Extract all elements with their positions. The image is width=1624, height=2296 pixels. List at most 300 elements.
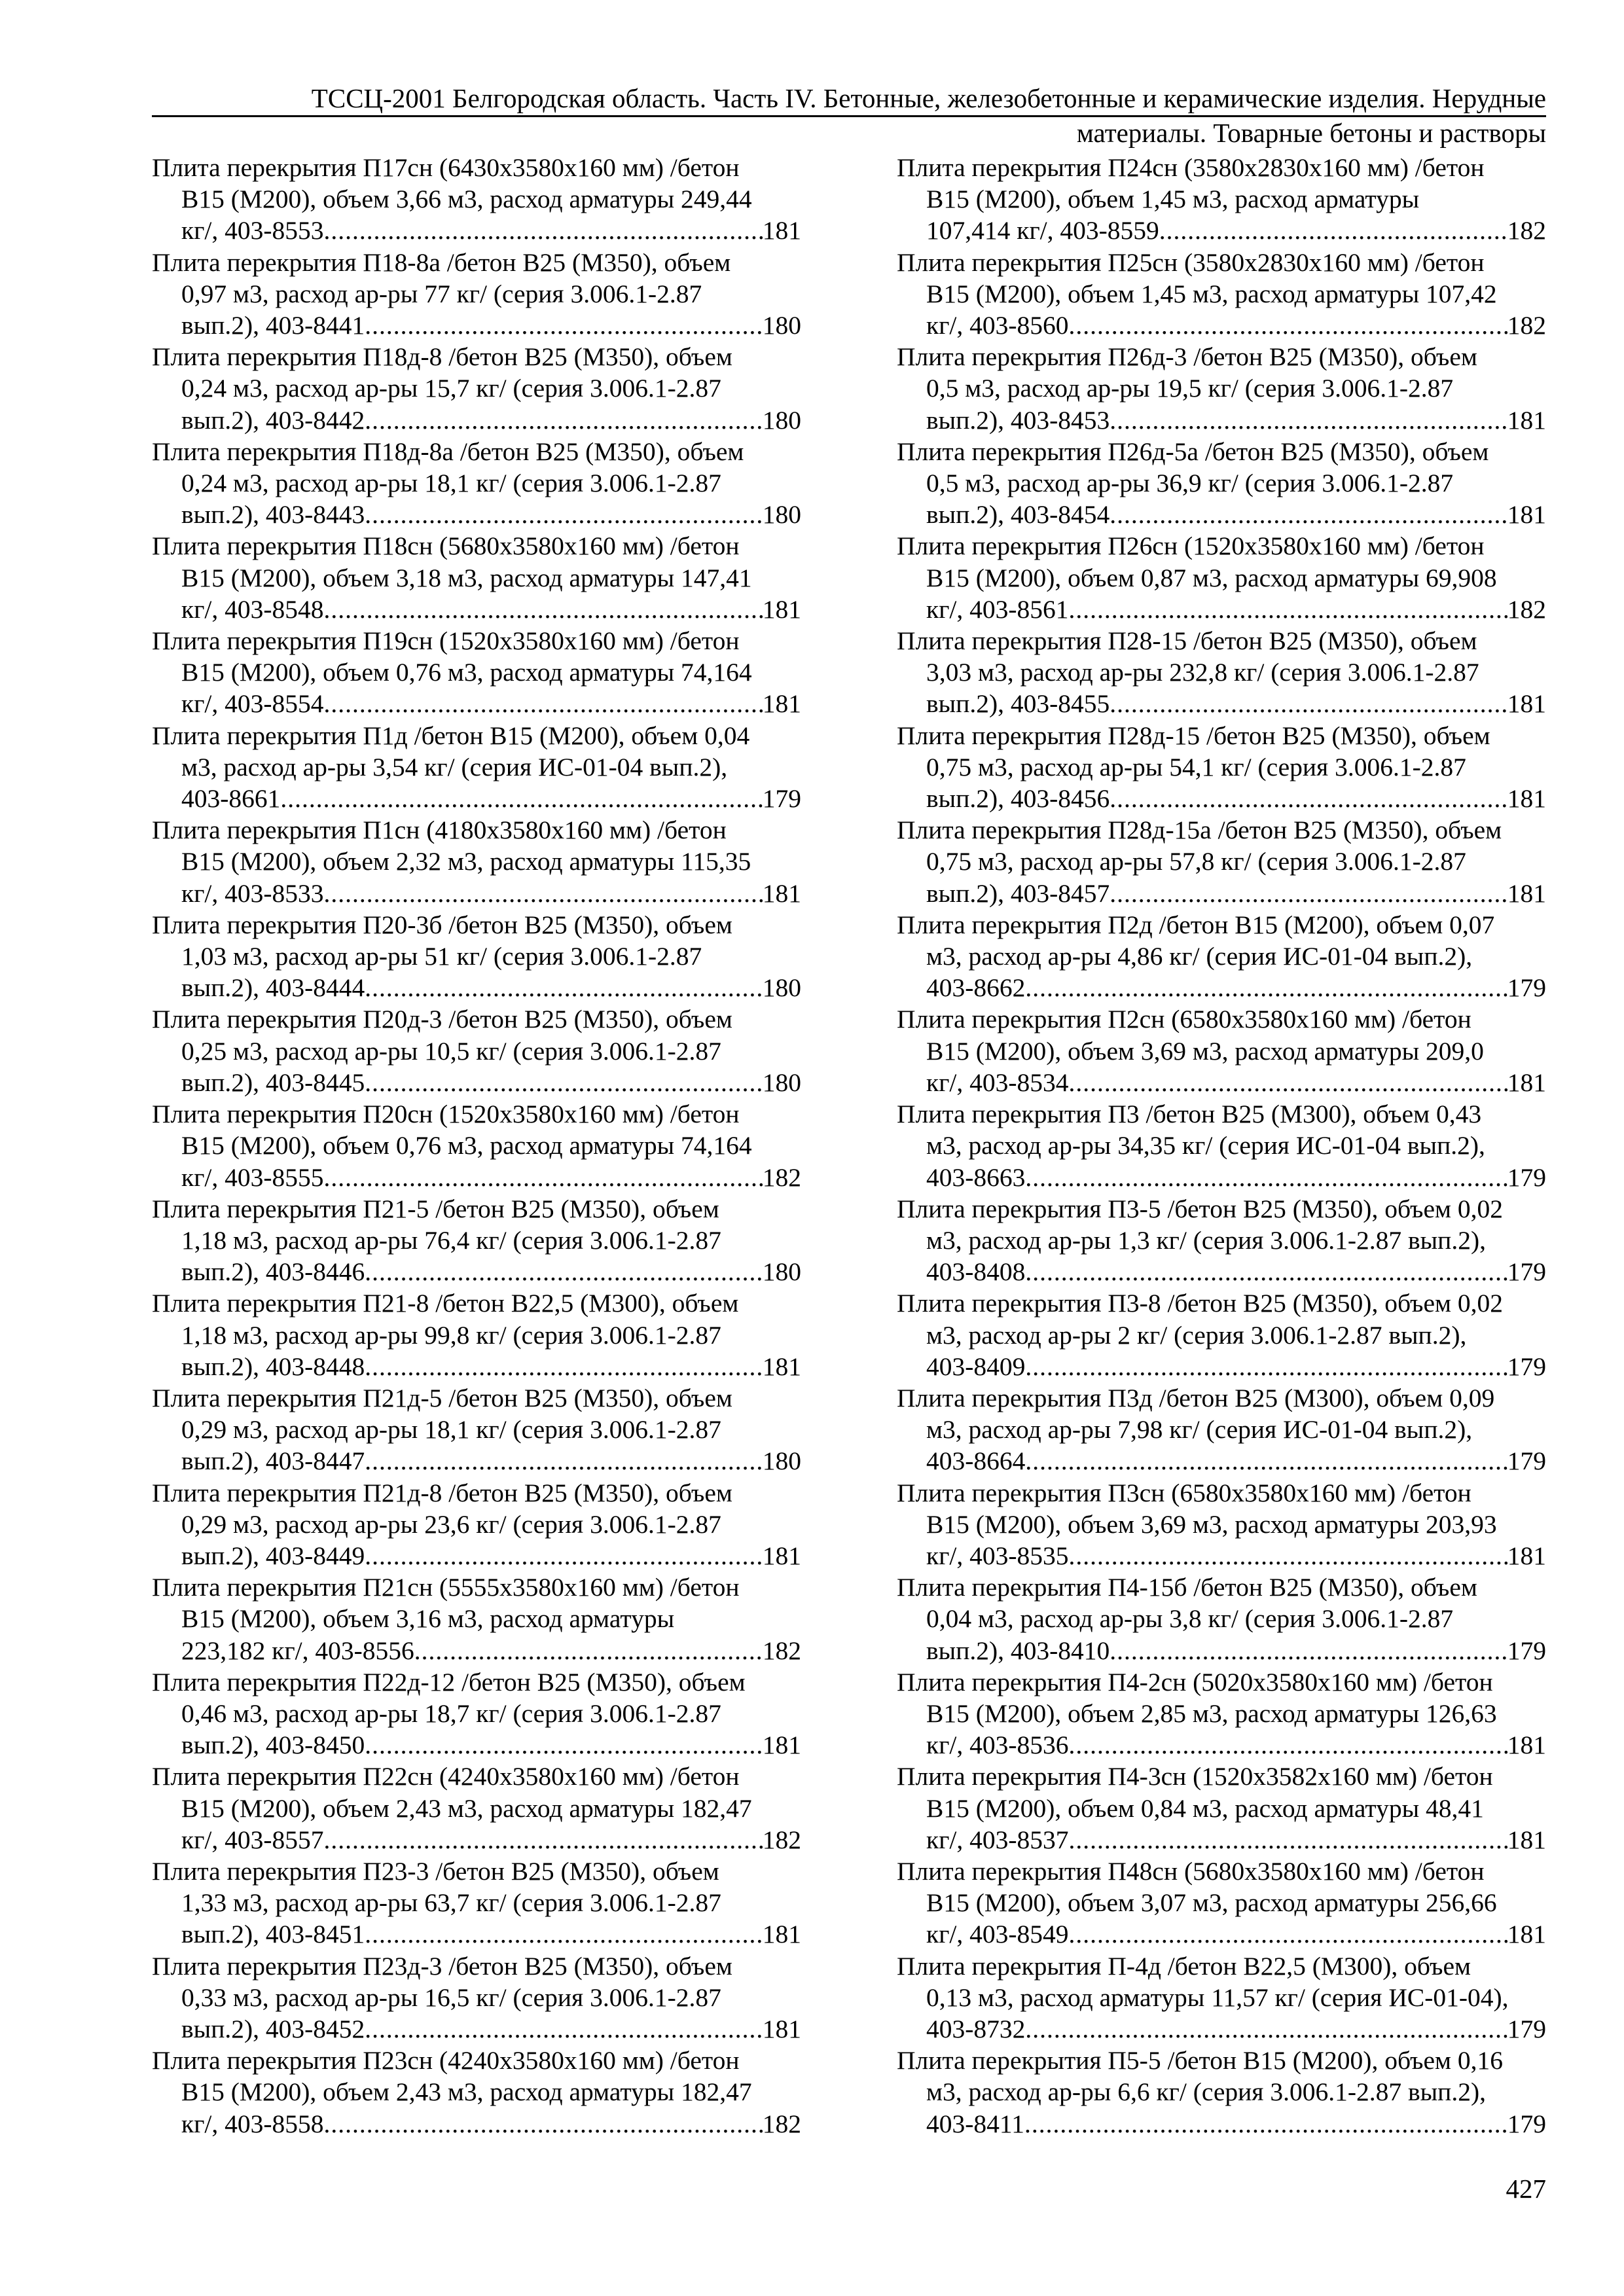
entry-page-number: 182 (1507, 216, 1546, 245)
entry-page-number: 181 (1507, 1825, 1546, 1854)
dot-leader (280, 783, 762, 814)
entry-final-line (897, 1162, 1546, 1193)
index-entry (897, 247, 1546, 342)
entry-code: вып.2), 403-8451 (181, 1920, 365, 1949)
entry-final-line (897, 1445, 1546, 1477)
entry-continuation-line: 1,33 м3, расход ар-ры 63,7 кг/ (серия 3.006.1-2.87 (181, 1888, 721, 1918)
entry-page-number: 181 (762, 689, 801, 719)
dot-leader (1110, 688, 1507, 719)
entry-title-line: Плита перекрытия П20д-3 /бетон B25 (M350), объем (152, 1005, 732, 1034)
entry-page-number: 181 (762, 216, 801, 245)
header-title-line-2: материалы. Товарные бетоны и растворы (1076, 118, 1546, 148)
entry-page-number: 181 (1507, 784, 1546, 814)
entry-final-line (897, 1067, 1546, 1098)
entry-page-number: 181 (1507, 689, 1546, 719)
entry-code: кг/, 403-8537 (926, 1825, 1069, 1854)
entry-title-line: Плита перекрытия П26д-3 /бетон B25 (M350), объем (897, 342, 1477, 372)
entry-title-line: Плита перекрытия П18д-8а /бетон B25 (M350), объем (152, 437, 744, 466)
dot-leader (365, 404, 762, 436)
index-entry (897, 1098, 1546, 1193)
running-header (152, 82, 1546, 149)
entry-title-line: Плита перекрытия П20сн (1520х3580х160 мм) /бетон (152, 1100, 740, 1129)
entry-continuation-line: м3, расход ар-ры 3,54 кг/ (серия ИС-01-04 вып.2), (181, 752, 728, 781)
dot-leader (365, 2013, 762, 2045)
entry-code: вып.2), 403-8448 (181, 1352, 365, 1381)
entry-title-line: Плита перекрытия П3-8 /бетон B25 (M350), объем 0,02 (897, 1289, 1504, 1318)
dot-leader (365, 310, 762, 341)
entry-continuation-line: м3, расход ар-ры 6,6 кг/ (серия 3.006.1-2.87 вып.2), (926, 2077, 1486, 2107)
entry-continuation-line: B15 (M200), объем 0,84 м3, расход арматуры 48,41 (926, 1793, 1484, 1823)
index-entry (897, 1571, 1546, 1666)
entry-final-line (897, 594, 1546, 625)
index-entry (152, 530, 801, 625)
entry-code: 403-8409 (926, 1352, 1026, 1381)
entry-page-number: 181 (1507, 500, 1546, 529)
entry-continuation-line: 0,97 м3, расход ар-ры 77 кг/ (серия 3.006.1-2.87 (181, 279, 702, 308)
entry-page-number: 181 (1507, 1920, 1546, 1949)
entry-page-number: 181 (762, 1352, 801, 1381)
entry-continuation-line: 0,75 м3, расход ар-ры 57,8 кг/ (серия 3.006.1-2.87 (926, 847, 1466, 876)
dot-leader (1024, 2108, 1507, 2140)
entry-page-number: 182 (1507, 311, 1546, 340)
entry-final-line (152, 594, 801, 625)
index-entry (897, 1382, 1546, 1477)
dot-leader (1069, 1540, 1507, 1571)
entry-page-number: 179 (1507, 1636, 1546, 1665)
entry-title-line: Плита перекрытия П21д-8 /бетон B25 (M350), объем (152, 1478, 732, 1507)
index-entry (897, 530, 1546, 625)
entry-title-line: Плита перекрытия П21д-5 /бетон B25 (M350), объем (152, 1383, 732, 1412)
entry-title-line: Плита перекрытия П21-8 /бетон B22,5 (M300), объем (152, 1289, 739, 1318)
dot-leader (324, 2108, 763, 2140)
entry-final-line (897, 2108, 1546, 2140)
entry-final-line (897, 404, 1546, 436)
entry-page-number: 182 (1507, 594, 1546, 624)
entry-page-number: 181 (762, 1541, 801, 1570)
index-entry (152, 1571, 801, 1666)
dot-leader (1110, 783, 1507, 814)
entry-title-line: Плита перекрытия П22д-12 /бетон B25 (M350), объем (152, 1667, 746, 1696)
entry-title-line: Плита перекрытия П22сн (4240х3580х160 мм) /бетон (152, 1762, 740, 1791)
index-entry (897, 909, 1546, 1004)
entry-continuation-line: B15 (M200), объем 3,16 м3, расход арматуры (181, 1604, 675, 1634)
entry-final-line (152, 2013, 801, 2045)
dot-leader (324, 878, 763, 909)
index-entry (152, 247, 801, 342)
index-entry (152, 1477, 801, 1572)
entry-page-number: 179 (1507, 973, 1546, 1003)
entry-title-line: Плита перекрытия П3-5 /бетон B25 (M350), объем 0,02 (897, 1194, 1504, 1223)
index-entry (152, 814, 801, 909)
index-entry (152, 1856, 801, 1950)
index-entry (897, 1761, 1546, 1856)
dot-leader (365, 1540, 762, 1571)
entry-final-line (152, 1729, 801, 1761)
entry-continuation-line: B15 (M200), объем 0,76 м3, расход арматуры 74,164 (181, 1131, 752, 1160)
index-entry (152, 436, 801, 531)
entry-title-line: Плита перекрытия П23сн (4240х3580х160 мм) /бетон (152, 2046, 740, 2075)
entry-continuation-line: м3, расход ар-ры 4,86 кг/ (серия ИС-01-04 вып.2), (926, 942, 1473, 971)
index-entry (152, 1950, 801, 2045)
index-entry (897, 436, 1546, 531)
index-entry (152, 909, 801, 1004)
entry-final-line (897, 972, 1546, 1003)
entry-continuation-line: B15 (M200), объем 2,43 м3, расход арматуры 182,47 (181, 1793, 752, 1823)
entry-final-line (897, 1540, 1546, 1571)
entry-continuation-line: B15 (M200), объем 3,69 м3, расход арматуры 209,0 (926, 1036, 1484, 1066)
entry-title-line: Плита перекрытия П28-15 /бетон B25 (M350), объем (897, 626, 1477, 656)
entry-page-number: 179 (1507, 2014, 1546, 2043)
entry-final-line (152, 499, 801, 530)
index-entry (152, 1761, 801, 1856)
entry-final-line (152, 1635, 801, 1666)
index-entry (897, 1287, 1546, 1382)
entry-continuation-line: 0,33 м3, расход ар-ры 16,5 кг/ (серия 3.006.1-2.87 (181, 1982, 721, 2012)
entry-code: вып.2), 403-8457 (926, 878, 1110, 908)
entry-continuation-line: м3, расход ар-ры 1,3 кг/ (серия 3.006.1-2.87 вып.2), (926, 1225, 1486, 1255)
entry-continuation-line: м3, расход ар-ры 7,98 кг/ (серия ИС-01-04 вып.2), (926, 1415, 1473, 1444)
entry-page-number: 181 (762, 2014, 801, 2043)
index-entry (152, 1287, 801, 1382)
entry-final-line (897, 783, 1546, 814)
entry-continuation-line: B15 (M200), объем 0,87 м3, расход арматуры 69,908 (926, 563, 1497, 592)
dot-leader (1110, 878, 1507, 909)
entry-title-line: Плита перекрытия П3сн (6580х3580х160 мм) /бетон (897, 1478, 1471, 1507)
entry-continuation-line: B15 (M200), объем 3,69 м3, расход арматуры 203,93 (926, 1509, 1497, 1539)
entry-title-line: Плита перекрытия П19сн (1520х3580х160 мм) /бетон (152, 626, 740, 656)
index-entry (897, 625, 1546, 720)
entry-title-line: Плита перекрытия П4-2сн (5020х3580х160 мм) /бетон (897, 1667, 1493, 1696)
index-entry (897, 341, 1546, 436)
entry-continuation-line: B15 (M200), объем 3,18 м3, расход арматуры 147,41 (181, 563, 752, 592)
entry-page-number: 181 (1507, 405, 1546, 435)
entry-title-line: Плита перекрытия П28д-15а /бетон B25 (M350), объем (897, 816, 1502, 845)
entry-page-number: 181 (762, 594, 801, 624)
entry-continuation-line: B15 (M200), объем 2,32 м3, расход арматуры 115,35 (181, 847, 751, 876)
entry-title-line: Плита перекрытия П26сн (1520х3580х160 мм) /бетон (897, 531, 1485, 561)
entry-title-line: Плита перекрытия П3д /бетон B25 (M300), объем 0,09 (897, 1383, 1495, 1412)
entry-title-line: Плита перекрытия П26д-5а /бетон B25 (M350), объем (897, 437, 1489, 466)
dot-leader (1025, 2013, 1507, 2045)
entry-title-line: Плита перекрытия П23д-3 /бетон B25 (M350), объем (152, 1951, 732, 1981)
entry-title-line: Плита перекрытия П25сн (3580х2830х160 мм) /бетон (897, 247, 1485, 277)
entry-continuation-line: 0,5 м3, расход ар-ры 19,5 кг/ (серия 3.006.1-2.87 (926, 374, 1454, 403)
entry-final-line (152, 783, 801, 814)
entry-final-line (897, 1256, 1546, 1287)
entry-code: кг/, 403-8553 (181, 216, 324, 245)
dot-leader (1159, 215, 1507, 246)
entry-final-line (897, 1918, 1546, 1950)
dot-leader (1110, 1635, 1507, 1666)
entry-title-line: Плита перекрытия П21-5 /бетон B25 (M350), объем (152, 1194, 719, 1223)
entry-title-line: Плита перекрытия П2д /бетон B15 (M200), объем 0,07 (897, 910, 1495, 939)
index-entry (152, 1382, 801, 1477)
entry-continuation-line: 1,18 м3, расход ар-ры 99,8 кг/ (серия 3.006.1-2.87 (181, 1320, 721, 1350)
dot-leader (1069, 310, 1507, 341)
entry-continuation-line: 0,29 м3, расход ар-ры 18,1 кг/ (серия 3.006.1-2.87 (181, 1415, 721, 1444)
entry-final-line (152, 878, 801, 909)
entry-continuation-line: B15 (M200), объем 2,85 м3, расход арматуры 126,63 (926, 1698, 1497, 1728)
dot-leader (365, 1256, 762, 1287)
entry-page-number: 180 (762, 500, 801, 529)
entry-final-line (897, 215, 1546, 246)
entry-title-line: Плита перекрытия П21сн (5555х3580х160 мм) /бетон (152, 1573, 740, 1602)
entry-final-line (152, 1918, 801, 1950)
entry-final-line (152, 972, 801, 1003)
entry-title-line: Плита перекрытия П3 /бетон B25 (M300), объем 0,43 (897, 1100, 1482, 1129)
entry-title-line: Плита перекрытия П1д /бетон B15 (M200), объем 0,04 (152, 721, 750, 750)
entry-final-line (152, 1162, 801, 1193)
entry-code: 403-8662 (926, 973, 1026, 1003)
dot-leader (365, 1445, 762, 1477)
entry-final-line (897, 1729, 1546, 1761)
index-entry (897, 2045, 1546, 2140)
entry-title-line: Плита перекрытия П18-8а /бетон B25 (M350), объем (152, 247, 731, 277)
entry-final-line (897, 1351, 1546, 1382)
dot-leader (365, 1918, 762, 1950)
dot-leader (1025, 1256, 1507, 1287)
entry-code: вып.2), 403-8454 (926, 500, 1110, 529)
index-entry (152, 1193, 801, 1288)
index-entry (897, 1666, 1546, 1761)
entry-continuation-line: B15 (M200), объем 0,76 м3, расход арматуры 74,164 (181, 658, 752, 687)
dot-leader (1069, 1067, 1507, 1098)
entry-continuation-line: 0,24 м3, расход ар-ры 15,7 кг/ (серия 3.006.1-2.87 (181, 374, 721, 403)
entry-continuation-line: 0,5 м3, расход ар-ры 36,9 кг/ (серия 3.006.1-2.87 (926, 469, 1454, 498)
entry-code: 403-8408 (926, 1257, 1026, 1287)
entry-final-line (897, 2013, 1546, 2045)
entry-continuation-line: 3,03 м3, расход ар-ры 232,8 кг/ (серия 3.006.1-2.87 (926, 658, 1479, 687)
entry-title-line: Плита перекрытия П23-3 /бетон B25 (M350), объем (152, 1856, 719, 1886)
entry-code: вып.2), 403-8410 (926, 1636, 1110, 1665)
entry-continuation-line: B15 (M200), объем 1,45 м3, расход арматуры 107,42 (926, 279, 1497, 308)
dot-leader (1025, 1445, 1507, 1477)
entry-title-line: Плита перекрытия П48сн (5680х3580х160 мм) /бетон (897, 1856, 1485, 1886)
dot-leader (1110, 499, 1507, 530)
entry-code: вып.2), 403-8456 (926, 784, 1110, 814)
entry-page-number: 181 (1507, 1731, 1546, 1760)
index-entry (152, 2045, 801, 2140)
entry-final-line (152, 1351, 801, 1382)
entry-final-line (152, 1067, 801, 1098)
entry-code: 403-8664 (926, 1446, 1026, 1476)
dot-leader (1110, 404, 1507, 436)
entry-title-line: Плита перекрытия П-4д /бетон B22,5 (M300), объем (897, 1951, 1471, 1981)
index-entry (152, 1098, 801, 1193)
entry-code: кг/, 403-8535 (926, 1541, 1069, 1570)
index-column-right (897, 152, 1546, 2140)
entry-code: кг/, 403-8554 (181, 689, 324, 719)
entry-final-line (897, 310, 1546, 341)
entry-code: вып.2), 403-8443 (181, 500, 365, 529)
entry-code: 223,182 кг/, 403-8556 (181, 1636, 414, 1665)
entry-page-number: 181 (1507, 1067, 1546, 1097)
entry-code: кг/, 403-8558 (181, 2109, 324, 2138)
entry-code: кг/, 403-8560 (926, 311, 1069, 340)
entry-code: 403-8661 (181, 784, 281, 814)
entry-final-line (152, 404, 801, 436)
entry-continuation-line: м3, расход ар-ры 34,35 кг/ (серия ИС-01-04 вып.2), (926, 1131, 1485, 1160)
entry-page-number: 179 (1507, 1257, 1546, 1287)
entry-code: 107,414 кг/, 403-8559 (926, 216, 1159, 245)
entry-page-number: 180 (762, 405, 801, 435)
entry-continuation-line: B15 (M200), объем 3,07 м3, расход арматуры 256,66 (926, 1888, 1497, 1918)
entry-final-line (152, 310, 801, 341)
entry-continuation-line: B15 (M200), объем 2,43 м3, расход арматуры 182,47 (181, 2077, 752, 2107)
entry-page-number: 181 (762, 1920, 801, 1949)
entry-title-line: Плита перекрытия П4-3сн (1520х3582х160 мм) /бетон (897, 1762, 1493, 1791)
entry-page-number: 179 (1507, 1352, 1546, 1381)
index-entry (152, 720, 801, 815)
dot-leader (1069, 1918, 1507, 1950)
entry-code: 403-8732 (926, 2014, 1026, 2043)
entry-page-number: 179 (1507, 1446, 1546, 1476)
entry-title-line: Плита перекрытия П1сн (4180х3580х160 мм) /бетон (152, 816, 727, 845)
entry-final-line (152, 215, 801, 246)
entry-title-line: Плита перекрытия П4-15б /бетон B25 (M350), объем (897, 1573, 1477, 1602)
index-entry (897, 1193, 1546, 1288)
page-number: 427 (1506, 2174, 1546, 2204)
entry-continuation-line: 0,29 м3, расход ар-ры 23,6 кг/ (серия 3.006.1-2.87 (181, 1509, 721, 1539)
entry-final-line (897, 1824, 1546, 1856)
entry-page-number: 179 (1507, 1162, 1546, 1192)
entry-page-number: 179 (1507, 2109, 1546, 2138)
entry-code: кг/, 403-8549 (926, 1920, 1069, 1949)
entry-final-line (897, 499, 1546, 530)
entry-code: вып.2), 403-8446 (181, 1257, 365, 1287)
dot-leader (324, 1824, 763, 1856)
entry-final-line (152, 1540, 801, 1571)
entry-final-line (152, 1824, 801, 1856)
entry-code: вып.2), 403-8449 (181, 1541, 365, 1570)
entry-continuation-line: B15 (M200), объем 1,45 м3, расход арматуры (926, 185, 1420, 214)
entry-continuation-line: 0,46 м3, расход ар-ры 18,7 кг/ (серия 3.006.1-2.87 (181, 1698, 721, 1728)
index-column-left (152, 152, 801, 2140)
entry-continuation-line: 1,18 м3, расход ар-ры 76,4 кг/ (серия 3.006.1-2.87 (181, 1225, 721, 1255)
entry-code: вып.2), 403-8452 (181, 2014, 365, 2043)
entry-code: вып.2), 403-8455 (926, 689, 1110, 719)
dot-leader (365, 1729, 762, 1761)
entry-final-line (152, 2108, 801, 2140)
entry-code: 403-8411 (926, 2109, 1024, 2138)
entry-page-number: 181 (762, 878, 801, 908)
index-entry (152, 1003, 801, 1098)
index-entry (152, 625, 801, 720)
entry-page-number: 179 (762, 784, 801, 814)
entry-page-number: 182 (762, 2109, 801, 2138)
index-entry (897, 720, 1546, 815)
dot-leader (414, 1635, 763, 1666)
entry-code: кг/, 403-8557 (181, 1825, 324, 1854)
entry-continuation-line: м3, расход ар-ры 2 кг/ (серия 3.006.1-2.87 вып.2), (926, 1320, 1467, 1350)
dot-leader (1069, 1824, 1507, 1856)
entry-code: кг/, 403-8533 (181, 878, 324, 908)
entry-page-number: 182 (762, 1825, 801, 1854)
entry-final-line (897, 878, 1546, 909)
header-title-line-1: ТССЦ-2001 Белгородская область. Часть IV. Бетонные, железобетонные и керамические изделия. Нерудные (311, 83, 1546, 113)
entry-page-number: 181 (1507, 1541, 1546, 1570)
entry-title-line: Плита перекрытия П5-5 /бетон B15 (M200), объем 0,16 (897, 2046, 1504, 2075)
entry-page-number: 182 (762, 1636, 801, 1665)
entry-final-line (897, 1635, 1546, 1666)
entry-page-number: 180 (762, 1446, 801, 1476)
index-entry (897, 1950, 1546, 2045)
entry-code: вып.2), 403-8450 (181, 1731, 365, 1760)
entry-title-line: Плита перекрытия П2сн (6580х3580х160 мм) /бетон (897, 1005, 1471, 1034)
index-entry (897, 1856, 1546, 1950)
entry-continuation-line: B15 (M200), объем 3,66 м3, расход арматуры 249,44 (181, 185, 752, 214)
dot-leader (365, 1067, 762, 1098)
dot-leader (1025, 1162, 1507, 1193)
entry-title-line: Плита перекрытия П24сн (3580х2830х160 мм) /бетон (897, 153, 1485, 182)
entry-title-line: Плита перекрытия П17сн (6430х3580х160 мм) /бетон (152, 153, 740, 182)
entry-page-number: 180 (762, 1067, 801, 1097)
entry-code: вып.2), 403-8453 (926, 405, 1110, 435)
dot-leader (365, 1351, 762, 1382)
entry-continuation-line: 0,75 м3, расход ар-ры 54,1 кг/ (серия 3.006.1-2.87 (926, 752, 1466, 781)
dot-leader (324, 1162, 763, 1193)
entry-page-number: 180 (762, 311, 801, 340)
entry-final-line (152, 1445, 801, 1477)
index-entry (897, 1477, 1546, 1572)
entry-page-number: 181 (762, 1731, 801, 1760)
index-entry (897, 814, 1546, 909)
index-entry (897, 1003, 1546, 1098)
entry-page-number: 180 (762, 973, 801, 1003)
entry-code: вып.2), 403-8445 (181, 1067, 365, 1097)
index-entry (152, 152, 801, 247)
entry-continuation-line: 1,03 м3, расход ар-ры 51 кг/ (серия 3.006.1-2.87 (181, 942, 702, 971)
entry-code: кг/, 403-8534 (926, 1067, 1069, 1097)
entry-final-line (152, 688, 801, 719)
entry-final-line (152, 1256, 801, 1287)
entry-code: вып.2), 403-8442 (181, 405, 365, 435)
dot-leader (1025, 1351, 1507, 1382)
index-entry (152, 1666, 801, 1761)
entry-code: вып.2), 403-8444 (181, 973, 365, 1003)
entry-continuation-line: 0,25 м3, расход ар-ры 10,5 кг/ (серия 3.006.1-2.87 (181, 1036, 721, 1066)
entry-code: 403-8663 (926, 1162, 1026, 1192)
dot-leader (324, 688, 763, 719)
entry-code: вып.2), 403-8441 (181, 311, 365, 340)
entry-continuation-line: 0,04 м3, расход ар-ры 3,8 кг/ (серия 3.006.1-2.87 (926, 1604, 1454, 1634)
entry-code: кг/, 403-8561 (926, 594, 1069, 624)
dot-leader (365, 499, 762, 530)
entry-final-line (897, 688, 1546, 719)
index-entry (152, 341, 801, 436)
dot-leader (365, 972, 762, 1003)
entry-title-line: Плита перекрытия П28д-15 /бетон B25 (M350), объем (897, 721, 1490, 750)
dot-leader (1069, 1729, 1507, 1761)
entry-code: кг/, 403-8555 (181, 1162, 324, 1192)
entry-title-line: Плита перекрытия П20-3б /бетон B25 (M350), объем (152, 910, 732, 939)
entry-code: кг/, 403-8548 (181, 594, 324, 624)
entry-title-line: Плита перекрытия П18д-8 /бетон B25 (M350), объем (152, 342, 732, 372)
entry-page-number: 181 (1507, 878, 1546, 908)
entry-title-line: Плита перекрытия П18сн (5680х3580х160 мм) /бетон (152, 531, 740, 561)
index-entry (897, 152, 1546, 247)
entry-page-number: 180 (762, 1257, 801, 1287)
dot-leader (1025, 972, 1507, 1003)
entry-continuation-line: 0,13 м3, расход арматуры 11,57 кг/ (серия ИС-01-04), (926, 1982, 1509, 2012)
entry-code: кг/, 403-8536 (926, 1731, 1069, 1760)
dot-leader (324, 215, 763, 246)
dot-leader (1069, 594, 1507, 625)
entry-code: вып.2), 403-8447 (181, 1446, 365, 1476)
entry-continuation-line: 0,24 м3, расход ар-ры 18,1 кг/ (серия 3.006.1-2.87 (181, 469, 721, 498)
entry-page-number: 182 (762, 1162, 801, 1192)
dot-leader (324, 594, 763, 625)
